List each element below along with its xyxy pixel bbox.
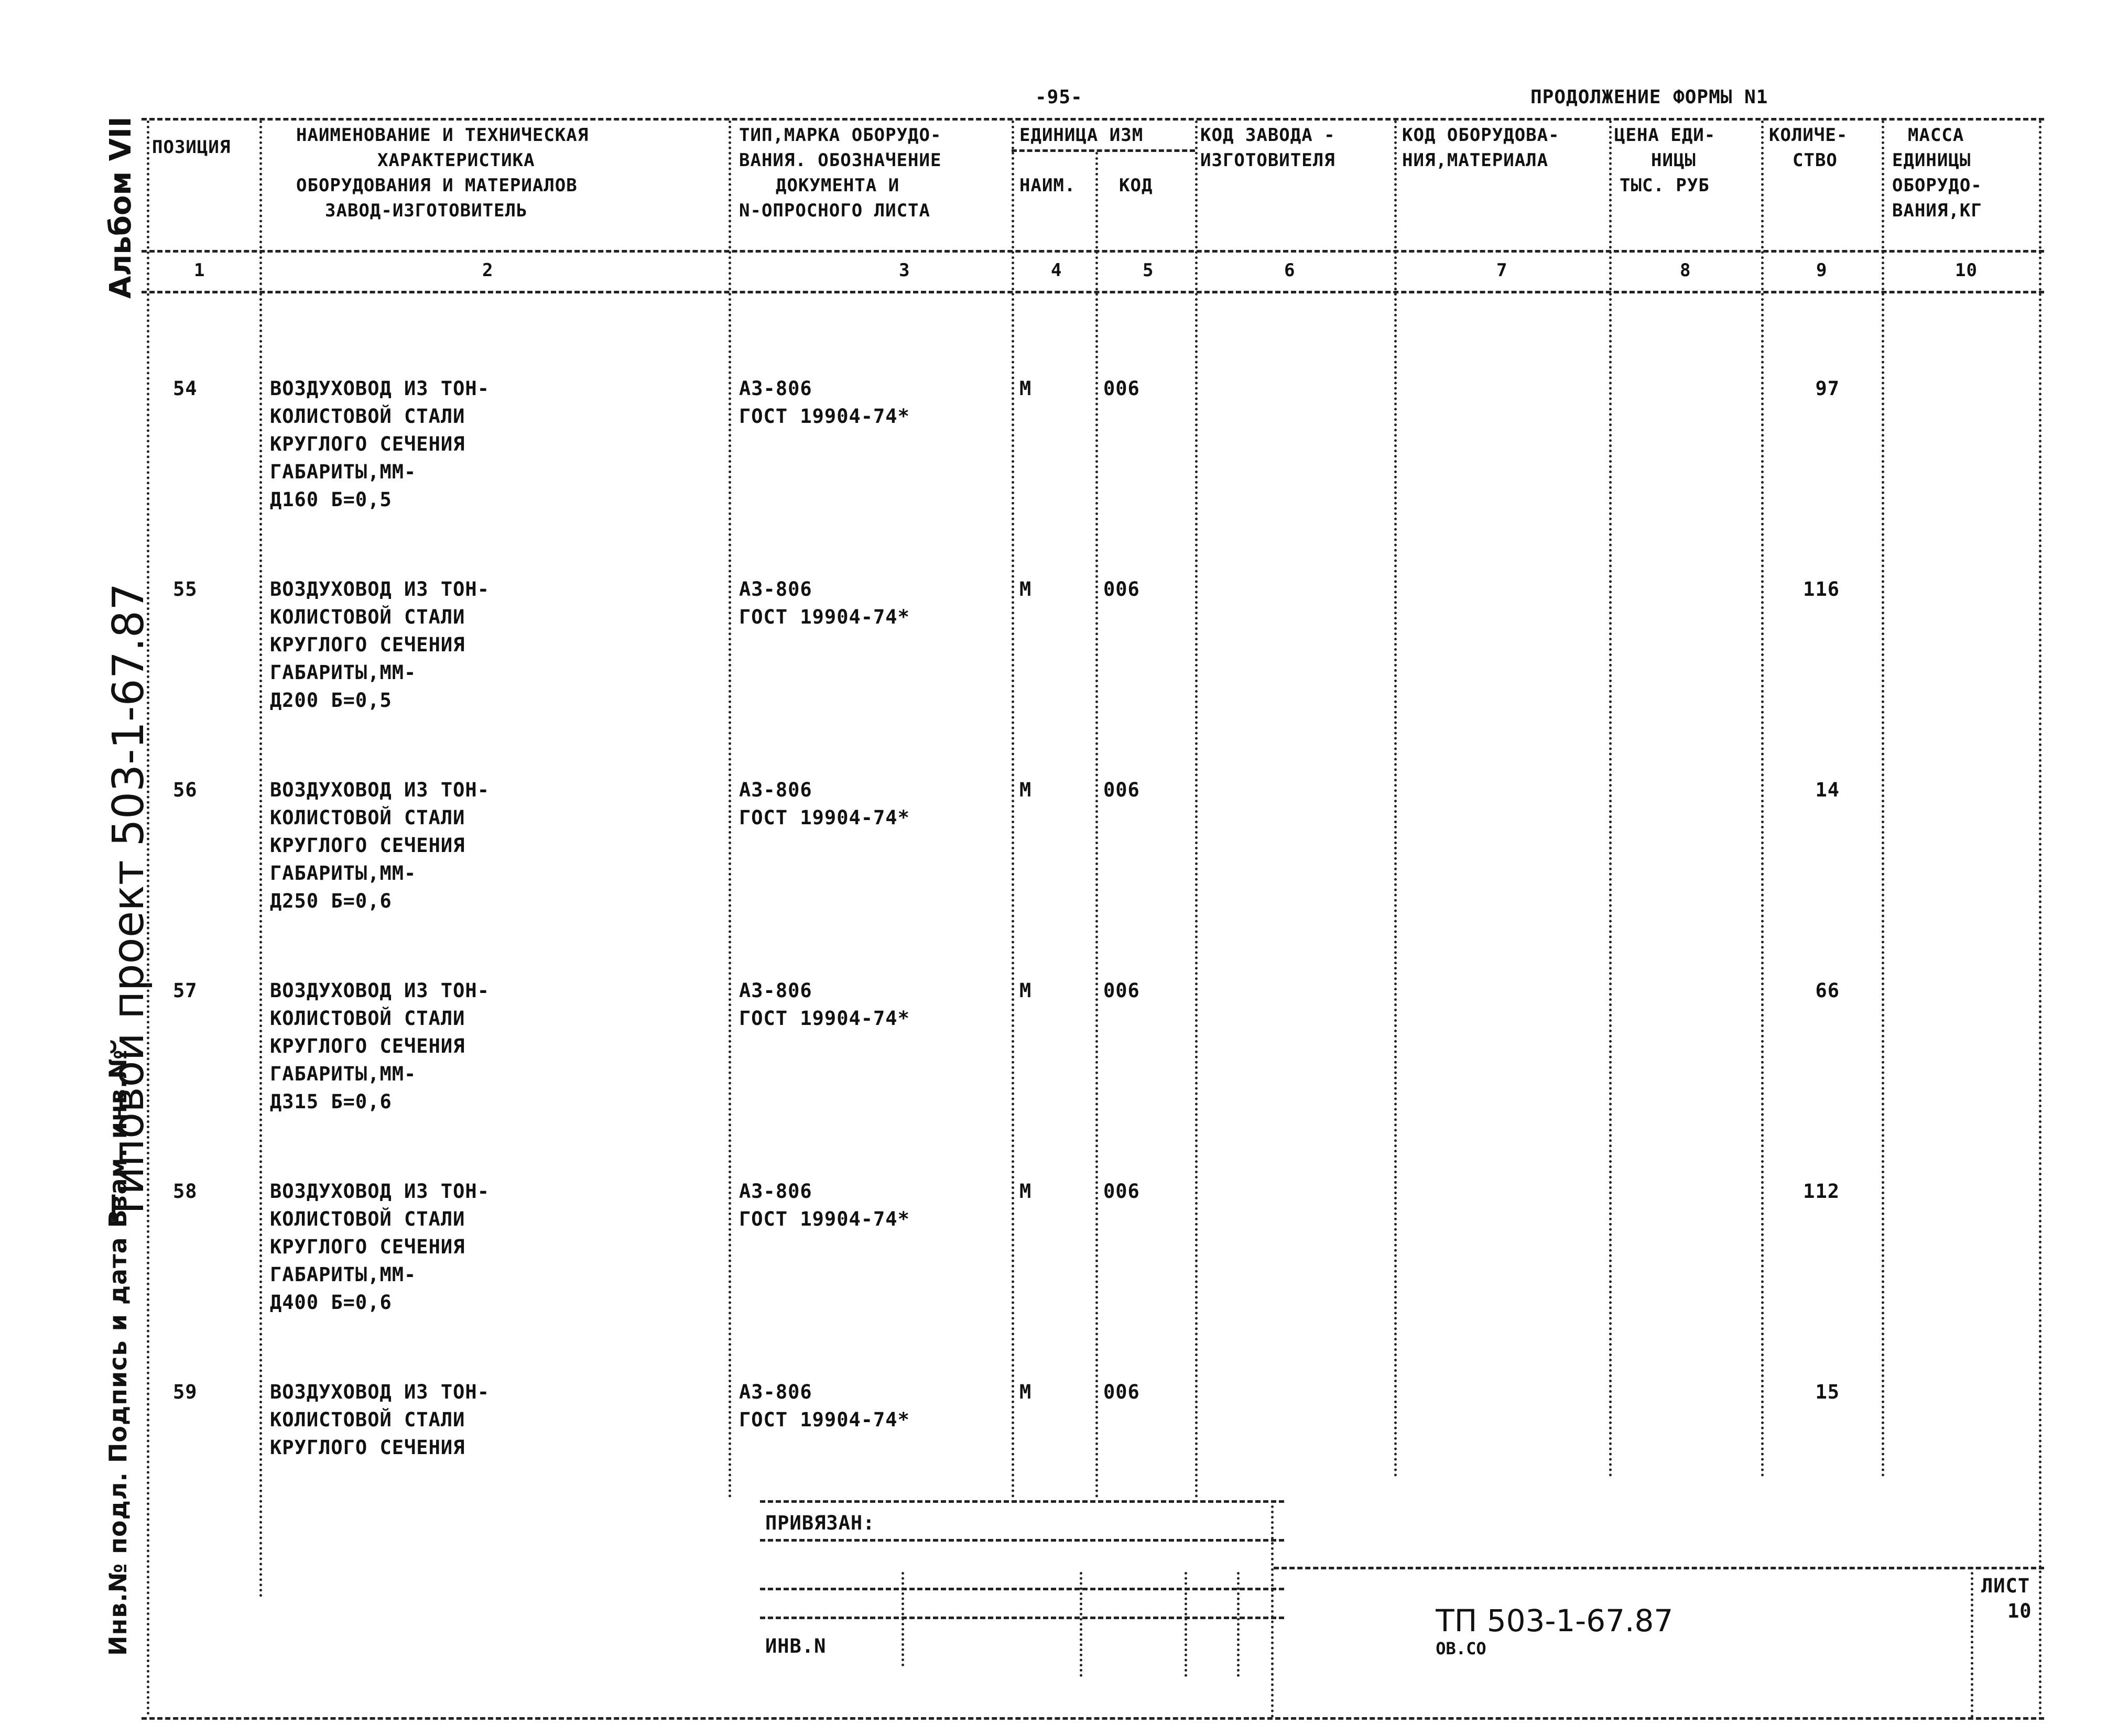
row-unit: М [1019, 779, 1032, 801]
row-type-line: ГОСТ 19904-74* [739, 1007, 910, 1030]
row-type-line: АЗ-806 [739, 779, 812, 801]
inventory-label: ИНВ.N [765, 1635, 827, 1657]
header-factory-code-1: КОД ЗАВОДА - [1200, 125, 1335, 146]
row-name-line: ВОЗДУХОВОД ИЗ ТОН- [270, 979, 490, 1002]
row-type-line: ГОСТ 19904-74* [739, 606, 910, 628]
row-name-line: Д400 Б=0,6 [270, 1291, 392, 1314]
col-sep-5-6 [1195, 121, 1198, 1499]
row-code: 006 [1103, 1180, 1140, 1203]
number-row-bottom-border [142, 291, 2044, 293]
row-quantity: 112 [1803, 1180, 1840, 1203]
col-sep-3-4 [1012, 121, 1014, 1499]
sheet-number: 10 [2007, 1600, 2032, 1622]
row-unit: М [1019, 1381, 1032, 1403]
col-num-8: 8 [1680, 260, 1691, 281]
header-equipment-code-1: КОД ОБОРУДОВА- [1402, 125, 1560, 146]
sheet-label: ЛИСТ [1981, 1575, 2030, 1597]
header-type-1: ТИП,МАРКА ОБОРУДО- [739, 125, 942, 146]
row-code: 006 [1103, 1381, 1140, 1403]
side-stamp: Инв.№ подл. Подпись и дата Взам. инв.№ [104, 1049, 132, 1656]
row-name-line: ВОЗДУХОВОД ИЗ ТОН- [270, 1180, 490, 1203]
table-top-border [142, 118, 2044, 121]
row-name-line: ГАБАРИТЫ,ММ- [270, 661, 417, 684]
row-name-line: ГАБАРИТЫ,ММ- [270, 1063, 417, 1085]
header-name-3: ОБОРУДОВАНИЯ И МАТЕРИАЛОВ [296, 175, 578, 196]
col-sep-6-7 [1394, 121, 1397, 1478]
col-sep-9-10 [1882, 121, 1884, 1478]
row-quantity: 66 [1815, 979, 1840, 1002]
row-position: 55 [173, 578, 198, 600]
col-sep-8-9 [1761, 121, 1764, 1478]
row-type-line: ГОСТ 19904-74* [739, 1409, 910, 1431]
row-name-line: КРУГЛОГО СЕЧЕНИЯ [270, 1236, 465, 1258]
page-number: -95- [1035, 86, 1083, 108]
bound-label: ПРИВЯЗАН: [765, 1512, 875, 1534]
header-price-2: НИЦЫ [1651, 150, 1696, 171]
row-quantity: 97 [1815, 377, 1840, 400]
header-name-1: НАИМЕНОВАНИЕ И ТЕХНИЧЕСКАЯ [296, 125, 589, 146]
footer-line-4 [760, 1588, 1284, 1590]
col-num-2: 2 [482, 260, 494, 281]
row-code: 006 [1103, 377, 1140, 400]
col-num-1: 1 [194, 260, 205, 281]
header-mass-2: ЕДИНИЦЫ [1892, 150, 1971, 171]
row-name-line: КОЛИСТОВОЙ СТАЛИ [270, 1208, 465, 1230]
header-type-2: ВАНИЯ. ОБОЗНАЧЕНИЕ [739, 150, 942, 171]
row-name-line: КОЛИСТОВОЙ СТАЛИ [270, 606, 465, 628]
table-bottom-border [142, 1717, 2044, 1720]
sheet-divider [1971, 1567, 1973, 1718]
header-equipment-code-2: НИЯ,МАТЕРИАЛА [1402, 150, 1549, 171]
row-name-line: ВОЗДУХОВОД ИЗ ТОН- [270, 578, 490, 600]
col-num-7: 7 [1496, 260, 1508, 281]
row-position: 59 [173, 1381, 198, 1403]
row-quantity: 15 [1815, 1381, 1840, 1403]
row-name-line: Д250 Б=0,6 [270, 890, 392, 912]
row-name-line: Д200 Б=0,5 [270, 689, 392, 712]
footer-line-3 [1274, 1567, 2044, 1569]
row-code: 006 [1103, 578, 1140, 600]
row-name-line: КРУГЛОГО СЕЧЕНИЯ [270, 1035, 465, 1057]
unit-split-line [1012, 149, 1195, 152]
col-sep-4-5 [1095, 152, 1098, 1499]
col-num-3: 3 [899, 260, 910, 281]
row-code: 006 [1103, 979, 1140, 1002]
col-border-left [147, 121, 149, 1716]
row-unit: М [1019, 578, 1032, 600]
row-name-line: ГАБАРИТЫ,ММ- [270, 1263, 417, 1286]
col-num-10: 10 [1955, 260, 1978, 281]
row-name-line: КРУГЛОГО СЕЧЕНИЯ [270, 634, 465, 656]
row-type-line: ГОСТ 19904-74* [739, 405, 910, 428]
row-name-line: КРУГЛОГО СЕЧЕНИЯ [270, 834, 465, 857]
footer-divider [1271, 1500, 1274, 1718]
row-name-line: ВОЗДУХОВОД ИЗ ТОН- [270, 377, 490, 400]
footer-sub-1 [902, 1572, 904, 1666]
header-type-3: ДОКУМЕНТА И [776, 175, 900, 196]
row-type-line: АЗ-806 [739, 979, 812, 1002]
footer-sub-2 [1080, 1572, 1082, 1677]
row-code: 006 [1103, 779, 1140, 801]
footer-sub-3 [1185, 1572, 1187, 1677]
row-name-line: КОЛИСТОВОЙ СТАЛИ [270, 405, 465, 428]
row-position: 57 [173, 979, 198, 1002]
footer-line-1 [760, 1500, 1284, 1503]
row-name-line: ГАБАРИТЫ,ММ- [270, 461, 417, 483]
row-unit: М [1019, 377, 1032, 400]
row-type-line: АЗ-806 [739, 1180, 812, 1203]
header-qty-1: КОЛИЧЕ- [1769, 125, 1848, 146]
row-position: 56 [173, 779, 198, 801]
row-position: 54 [173, 377, 198, 400]
header-price-3: ТЫС. РУБ [1620, 175, 1710, 196]
header-type-4: N-ОПРОСНОГО ЛИСТА [739, 200, 930, 221]
header-qty-2: СТВО [1793, 150, 1838, 171]
row-quantity: 14 [1815, 779, 1840, 801]
document-code-suffix: ОВ.СО [1436, 1639, 1486, 1658]
row-type-line: АЗ-806 [739, 578, 812, 600]
row-position: 58 [173, 1180, 198, 1203]
header-unit: ЕДИНИЦА ИЗМ [1019, 125, 1144, 146]
row-type-line: АЗ-806 [739, 377, 812, 400]
header-position: ПОЗИЦИЯ [152, 137, 231, 158]
side-album: Альбом VII [104, 116, 138, 299]
footer-sub-4 [1237, 1572, 1240, 1677]
col-sep-2-3 [729, 121, 731, 1499]
header-mass-4: ВАНИЯ,КГ [1892, 200, 1982, 221]
document-code [1426, 1593, 1673, 1658]
row-name-line: КОЛИСТОВОЙ СТАЛИ [270, 1007, 465, 1030]
row-name-line: Д315 Б=0,6 [270, 1090, 392, 1113]
col-border-right [2039, 121, 2041, 1716]
row-name-line: КРУГЛОГО СЕЧЕНИЯ [270, 433, 465, 455]
row-quantity: 116 [1803, 578, 1840, 600]
row-name-line: ВОЗДУХОВОД ИЗ ТОН- [270, 1381, 490, 1403]
col-num-4: 4 [1051, 260, 1062, 281]
row-name-line: ВОЗДУХОВОД ИЗ ТОН- [270, 779, 490, 801]
header-mass-1: МАССА [1908, 125, 1964, 146]
row-name-line: КОЛИСТОВОЙ СТАЛИ [270, 806, 465, 829]
continuation-title: ПРОДОЛЖЕНИЕ ФОРМЫ N1 [1530, 86, 1768, 108]
col-sep-7-8 [1609, 121, 1612, 1478]
side-project: Типовой проект 503-1-67.87 [104, 583, 154, 1221]
footer-line-2 [760, 1539, 1284, 1542]
footer-line-5 [760, 1617, 1284, 1619]
col-num-5: 5 [1143, 260, 1154, 281]
row-name-line: КОЛИСТОВОЙ СТАЛИ [270, 1409, 465, 1431]
header-price-1: ЦЕНА ЕДИ- [1614, 125, 1716, 146]
row-type-line: АЗ-806 [739, 1381, 812, 1403]
row-name-line: Д160 Б=0,5 [270, 488, 392, 511]
header-factory-code-2: ИЗГОТОВИТЕЛЯ [1200, 150, 1335, 171]
header-name-2: ХАРАКТЕРИСТИКА [377, 150, 535, 171]
col-num-9: 9 [1816, 260, 1828, 281]
col-sep-1-2 [259, 121, 262, 1598]
row-type-line: ГОСТ 19904-74* [739, 1208, 910, 1230]
header-unit-name: НАИМ. [1019, 175, 1076, 196]
header-unit-code: КОД [1119, 175, 1153, 196]
col-num-6: 6 [1284, 260, 1296, 281]
header-mass-3: ОБОРУДО- [1892, 175, 1982, 196]
row-type-line: ГОСТ 19904-74* [739, 806, 910, 829]
document-code-main: ТП 503-1-67.87 [1436, 1603, 1674, 1639]
row-unit: М [1019, 979, 1032, 1002]
header-bottom-border [142, 250, 2044, 253]
row-name-line: КРУГЛОГО СЕЧЕНИЯ [270, 1436, 465, 1459]
row-name-line: ГАБАРИТЫ,ММ- [270, 862, 417, 885]
row-unit: М [1019, 1180, 1032, 1203]
header-name-4: ЗАВОД-ИЗГОТОВИТЕЛЬ [325, 200, 528, 221]
